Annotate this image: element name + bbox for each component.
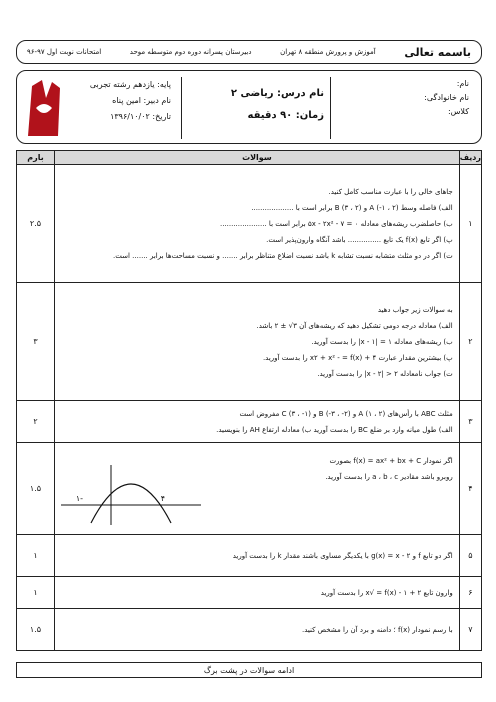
row-score: ۲.۵ (17, 165, 55, 283)
q-line: اگر دو تابع f و g(x) = x - ۲ با یکدیگر مساوی باشند مقدار k را بدست آورید (232, 551, 453, 560)
q-line: ت) اگر در دو مثلث متشابه نسبت تشابه k باشد نسبت اضلاع متناظر برابر ....... و نسبت مساحت‌ها برابر ....... است. (113, 251, 453, 260)
question-row-6 (17, 577, 482, 609)
question-text (55, 401, 460, 443)
ministry: آموزش و پرورش منطقه ۸ تهران (280, 48, 376, 56)
q-line: الف) معادله درجه دومی تشکیل دهید که ریشه‌های آن ۳√ ± ۲ باشد. (256, 321, 453, 330)
q-line: با رسم نمودار f(x) ؛ دامنه و برد آن را مشخص کنید. (301, 625, 453, 634)
question-row-1 (17, 165, 482, 283)
q-line: پ) اگر تابع f(x) یک تابع ............... باشد آنگاه وارون‌پذیر است. (266, 235, 453, 244)
name-field: نام: (456, 79, 469, 88)
parabola-graph (61, 465, 201, 525)
q-line: الف) طول میانه وارد بر ضلع BC را بدست آورید ب) معادله ارتفاع AH را بنویسید. (216, 425, 453, 434)
top-banner (16, 40, 482, 64)
subject-box (181, 77, 331, 139)
time: زمان: ۹۰ دقیقه (247, 110, 324, 121)
col-row: ردیف (459, 151, 481, 165)
row-number: ۶ (459, 577, 481, 609)
q-line: ب) حاصلضرب ریشه‌های معادله ۰ = ۷ - ۵x - ۲x² برابر است با ..................... (219, 219, 453, 228)
exam-page (4, 4, 492, 698)
exam-meta (90, 77, 171, 125)
row-number: ۱ (459, 165, 481, 283)
q-line: ب) ریشه‌های معادله ۱ = |x - ۱| را بدست آورید. (311, 337, 453, 346)
row-number: ۴ (459, 443, 481, 535)
question-row-5 (17, 535, 482, 577)
question-text (55, 283, 460, 401)
q-line: وارون تابع ۲ + ۱ - x√ = f(x) را بدست آورید (320, 588, 453, 597)
exam-title: امتحانات نوبت اول ۹۷-۹۶ (27, 48, 102, 56)
question-text (55, 535, 460, 577)
class-field: کلاس: (447, 107, 469, 116)
q-line: اگر نمودار f(x) = ax² + bx + C بصورت (329, 456, 453, 465)
school-logo (22, 78, 66, 138)
row-score: ۱.۵ (17, 609, 55, 651)
row-score: ۱ (17, 535, 55, 577)
grade: پایه: یازدهم رشته تجربی (89, 80, 171, 89)
family-field: نام خانوادگی: (424, 93, 469, 102)
col-questions: سوالات (55, 151, 460, 165)
question-row-3 (17, 401, 482, 443)
root-left-label: -۱ (75, 493, 83, 503)
continue-note: ادامه سوالات در پشت برگ (16, 662, 482, 678)
row-score: ۲ (17, 401, 55, 443)
row-number: ۲ (459, 283, 481, 401)
q4-text (273, 453, 453, 485)
row-score: ۱ (17, 577, 55, 609)
q-line: پ) بیشترین مقدار عبارت ۴ + x۲ + x² - = f(x) را بدست آورید. (262, 353, 453, 362)
student-fields (424, 77, 469, 119)
root-right-label: ۴ (160, 493, 165, 503)
date: تاریخ: ۱۳۹۶/۱۰/۰۲ (110, 112, 171, 121)
q-line: روبرو باشد مقادیر a ، b ، c را بدست آورید. (325, 472, 453, 481)
question-row-4 (17, 443, 482, 535)
q-line: مثلث ABC با رأس‌های (۲ ، ۱) A و (۲- ، ۳-) B و (۱- ، ۳) C مفروض است (239, 409, 453, 418)
bismillah: باسمه تعالی (404, 45, 471, 59)
school: دبیرستان پسرانه دوره دوم متوسطه موحد (129, 48, 252, 56)
q-line: الف) فاصله وسط (۲ ، ۱-) A و (۲ ، ۳) B برابر است با ................... (251, 203, 453, 212)
q-line: ت) جواب نامعادله ۲ < |۲ - x| را بدست آورید. (317, 369, 453, 378)
question-text (55, 609, 460, 651)
question-text (55, 443, 460, 535)
subject: نام درس: ریاضی ۲ (230, 88, 324, 99)
row-number: ۷ (459, 609, 481, 651)
question-text (55, 165, 460, 283)
questions-table (16, 150, 482, 651)
teacher: نام دبیر: امین پناه (112, 96, 171, 105)
question-text (55, 577, 460, 609)
q-line: به سوالات زیر جواب دهید (377, 305, 453, 314)
row-score: ۱.۵ (17, 443, 55, 535)
question-row-7 (17, 609, 482, 651)
question-row-2 (17, 283, 482, 401)
row-score: ۳ (17, 283, 55, 401)
row-number: ۵ (459, 535, 481, 577)
row-number: ۳ (459, 401, 481, 443)
q-line: جاهای خالی را با عبارت مناسب کامل کنید. (328, 187, 453, 196)
student-info-box (16, 70, 482, 144)
parabola-curve (91, 484, 171, 523)
col-score: بارم (17, 151, 55, 165)
